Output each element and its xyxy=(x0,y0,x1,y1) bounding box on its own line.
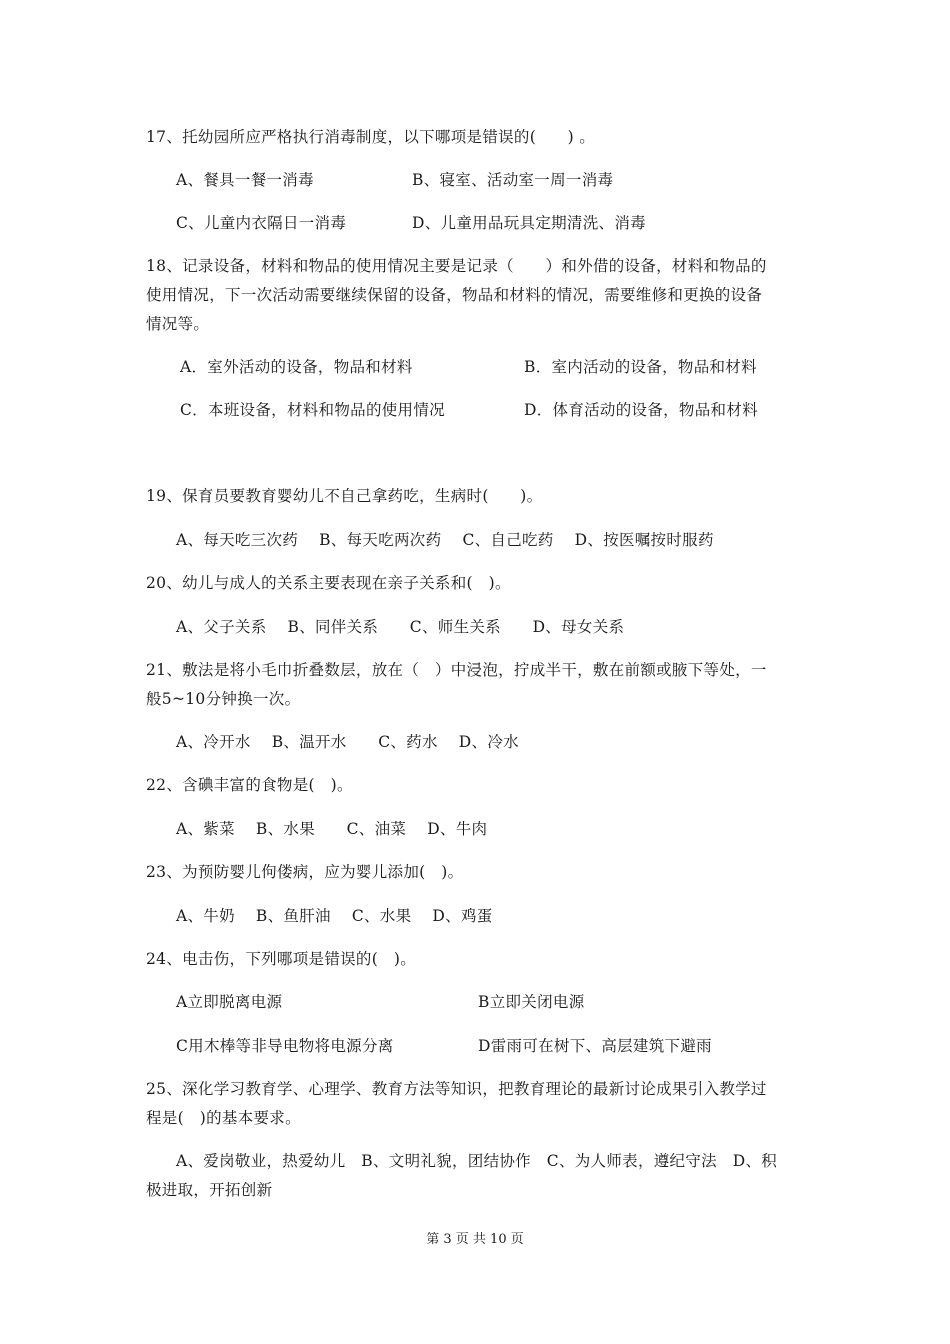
q18-option-c: C．本班设备，材料和物品的使用情况 xyxy=(180,401,445,419)
q20-options: A、父子关系 B、同伴关系 C、师生关系 D、母女关系 xyxy=(176,618,625,636)
question-23-text: 23、为预防婴儿佝偻病，应为婴儿添加( )。 xyxy=(146,863,464,881)
question-19-text: 19、保育员要教育婴幼儿不自己拿药吃，生病时( )。 xyxy=(146,487,543,505)
q24-option-c: C用木棒等非导电物将电源分离 xyxy=(176,1037,394,1055)
q24-option-a: A立即脱离电源 xyxy=(176,993,283,1011)
q17-option-a: A、餐具一餐一消毒 xyxy=(176,171,314,189)
question-21-line-2: 般5~10分钟换一次。 xyxy=(146,690,301,708)
q25-options-line-1: A、爱岗敬业，热爱幼儿 B、文明礼貌，团结协作 C、为人师表，遵纪守法 D、积 xyxy=(176,1152,778,1170)
question-17-text: 17、托幼园所应严格执行消毒制度，以下哪项是错误的( ) 。 xyxy=(146,128,596,146)
q23-options: A、牛奶 B、鱼肝油 C、水果 D、鸡蛋 xyxy=(176,907,493,925)
q17-option-b: B、寝室、活动室一周一消毒 xyxy=(412,171,614,189)
question-18-line-3: 情况等。 xyxy=(146,315,210,333)
page-footer: 第 3 页 共 10 页 xyxy=(426,1232,524,1247)
q19-options: A、每天吃三次药 B、每天吃两次药 C、自己吃药 D、按医嘱按时服药 xyxy=(176,531,714,549)
q17-option-d: D、儿童用品玩具定期清洗、消毒 xyxy=(412,214,646,232)
question-25-line-2: 程是( )的基本要求。 xyxy=(146,1109,301,1127)
q24-option-b: B立即关闭电源 xyxy=(478,993,585,1011)
q21-options: A、冷开水 B、温开水 C、药水 D、冷水 xyxy=(176,733,519,751)
question-22-text: 22、含碘丰富的食物是( )。 xyxy=(146,776,353,794)
question-18-line-1: 18、记录设备，材料和物品的使用情况主要是记录（ ）和外借的设备，材料和物品的 xyxy=(146,257,767,275)
q18-option-b: B．室内活动的设备，物品和材料 xyxy=(524,358,757,376)
q18-option-a: A．室外活动的设备，物品和材料 xyxy=(180,358,413,376)
q22-options: A、紫菜 B、水果 C、油菜 D、牛肉 xyxy=(176,820,488,838)
question-25-line-1: 25、深化学习教育学、心理学、教育方法等知识，把教育理论的最新讨论成果引入教学过 xyxy=(146,1080,767,1098)
q17-option-c: C、儿童内衣隔日一消毒 xyxy=(176,214,347,232)
q24-option-d: D雷雨可在树下、高层建筑下避雨 xyxy=(478,1037,712,1055)
question-18-line-2: 使用情况，下一次活动需要继续保留的设备，物品和材料的情况，需要维修和更换的设备 xyxy=(146,286,763,304)
q25-options-line-2: 极进取，开拓创新 xyxy=(146,1181,273,1199)
q18-option-d: D．体育活动的设备，物品和材料 xyxy=(524,401,758,419)
question-20-text: 20、幼儿与成人的关系主要表现在亲子关系和( )。 xyxy=(146,574,511,592)
question-21-line-1: 21、敷法是将小毛巾折叠数层，放在（ ）中浸泡，拧成半干，敷在前额或腋下等处，一 xyxy=(146,661,767,679)
question-24-text: 24、电击伤，下列哪项是错误的( )。 xyxy=(146,950,417,968)
